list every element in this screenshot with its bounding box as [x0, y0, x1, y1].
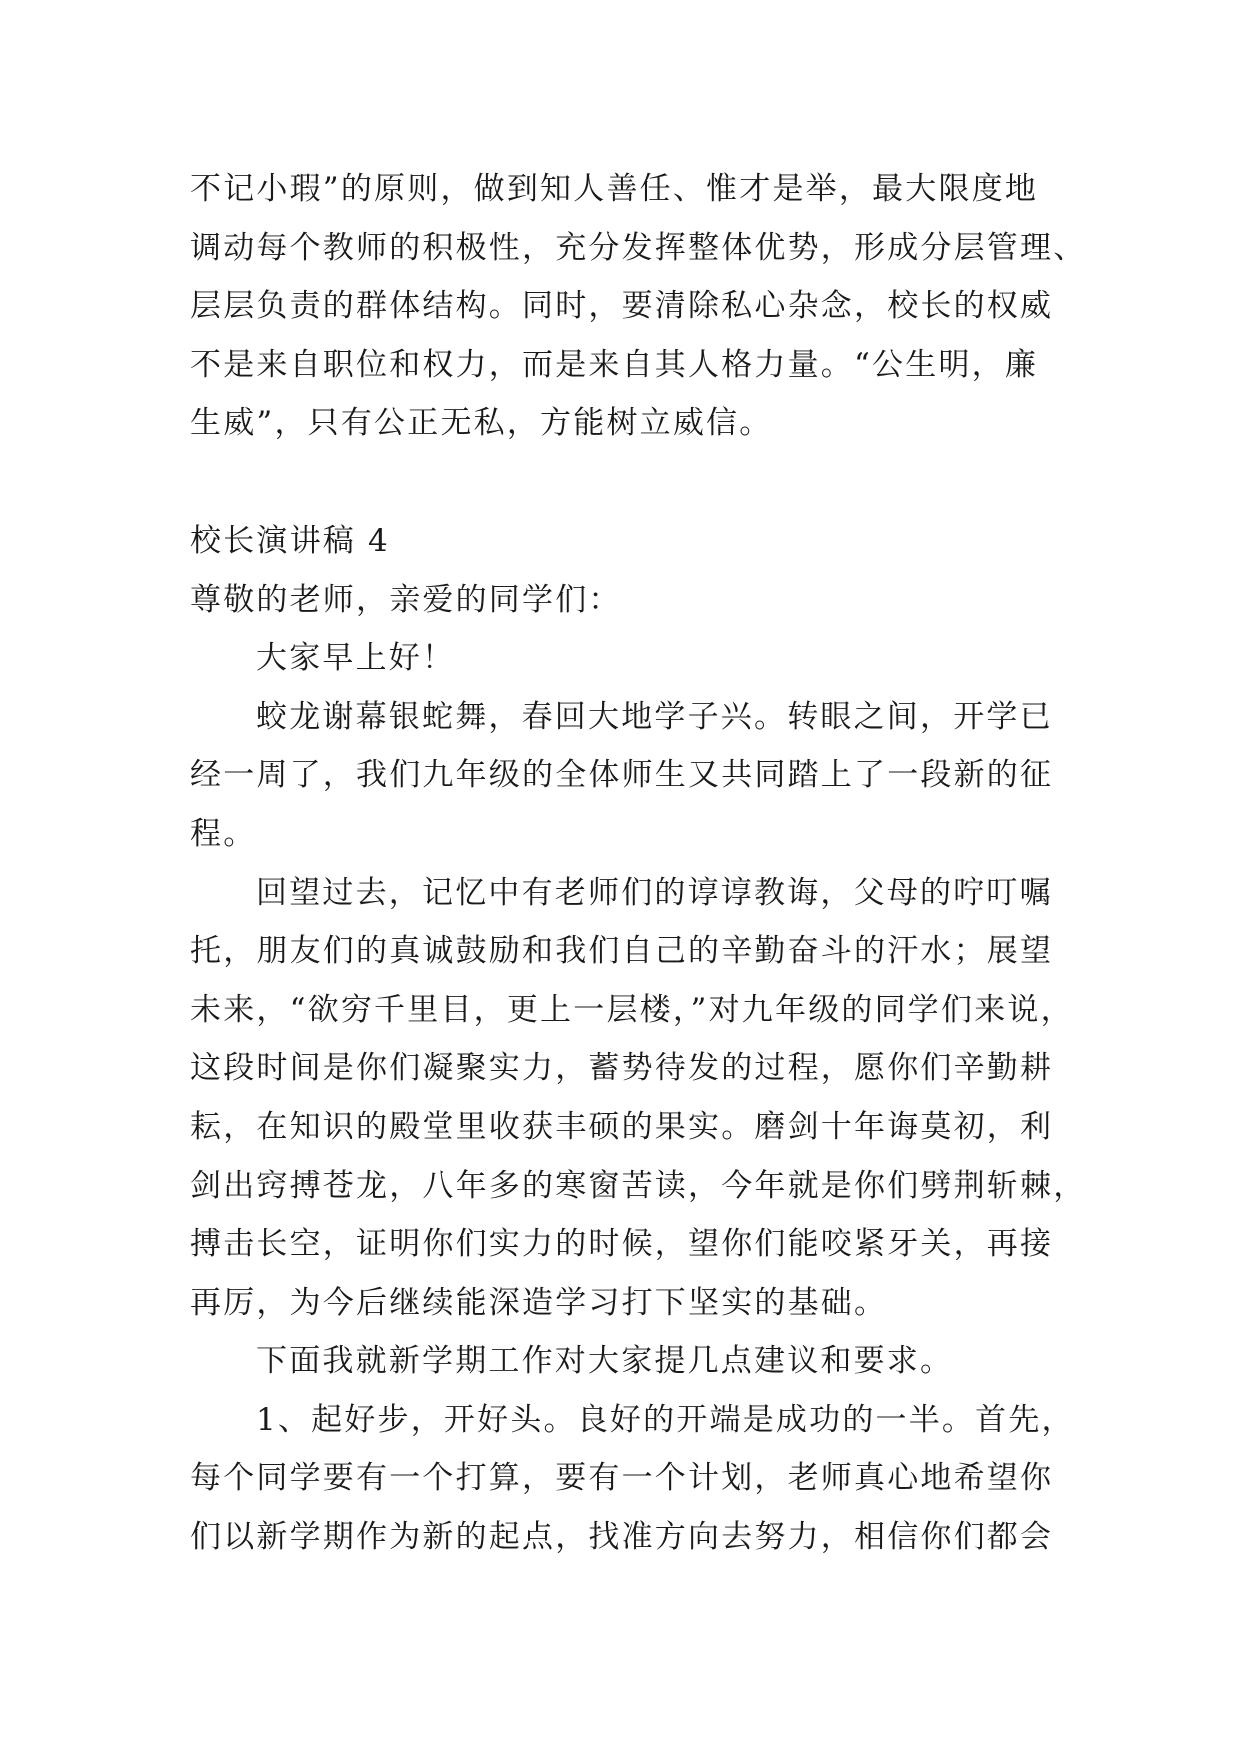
- greeting: 大家早上好！: [256, 640, 456, 677]
- text-line: 调动每个教师的积极性，充分发挥整体优势，形成分层管理、: [190, 229, 1087, 266]
- section-title: 校长演讲稿 4: [190, 522, 390, 559]
- paragraph-3: 下面我就新学期工作对大家提几点建议和要求。: [256, 1343, 954, 1380]
- paragraph-2-line: 这段时间是你们凝聚实力，蓄势待发的过程，愿你们辛勤耕: [190, 1050, 1054, 1087]
- paragraph-2-line: 再厉，为今后继续能深造学习打下坚实的基础。: [190, 1284, 888, 1321]
- paragraph-1-line: 蛟龙谢幕银蛇舞，春回大地学子兴。转眼之间，开学已: [256, 698, 1053, 735]
- document-body: [190, 160, 1087, 1567]
- text-line: 不记小瑕”的原则，做到知人善任、惟才是举，最大限度地: [190, 171, 1039, 207]
- paragraph-2-line: 耘，在知识的殿堂里收获丰硕的果实。磨剑十年诲莫初，利: [190, 1108, 1054, 1145]
- paragraph-1-line: 经一周了，我们九年级的全体师生又共同踏上了一段新的征: [190, 757, 1054, 794]
- paragraph-2-line: 搏击长空，证明你们实力的时候，望你们能咬紧牙关，再接: [190, 1226, 1054, 1263]
- paragraph-1-line: 程。: [190, 815, 257, 852]
- text-line: 生威”，只有公正无私，方能树立威信。: [190, 405, 773, 442]
- text-line: 层层负责的群体结构。同时，要清除私心杂念，校长的权威: [190, 288, 1054, 325]
- paragraph-4-line: 每个同学要有一个打算，要有一个计划，老师真心地希望你: [190, 1460, 1054, 1497]
- salutation: 尊敬的老师，亲爱的同学们：: [190, 581, 622, 618]
- paragraph-gap: [190, 453, 1050, 512]
- paragraph-2-line: 未来，“欲穷千里目，更上一层楼，”对九年级的同学们来说，: [190, 991, 1074, 1028]
- paragraph-4-line: 们以新学期作为新的起点，找准方向去努力，相信你们都会: [190, 1519, 1054, 1556]
- paragraph-2-line: 托，朋友们的真诚鼓励和我们自己的辛勤奋斗的汗水；展望: [190, 933, 1054, 970]
- paragraph-2-line: 剑出窍搏苍龙，八年多的寒窗苦读，今年就是你们劈荆斩棘，: [190, 1167, 1087, 1204]
- text-line: 不是来自职位和权力，而是来自其人格力量。“公生明，廉: [190, 346, 1039, 383]
- paragraph-2-line: 回望过去，记忆中有老师们的谆谆教诲，父母的咛叮嘱: [256, 874, 1053, 911]
- paragraph-4-line: 1、起好步，开好头。良好的开端是成功的一半。首先，: [256, 1401, 1075, 1438]
